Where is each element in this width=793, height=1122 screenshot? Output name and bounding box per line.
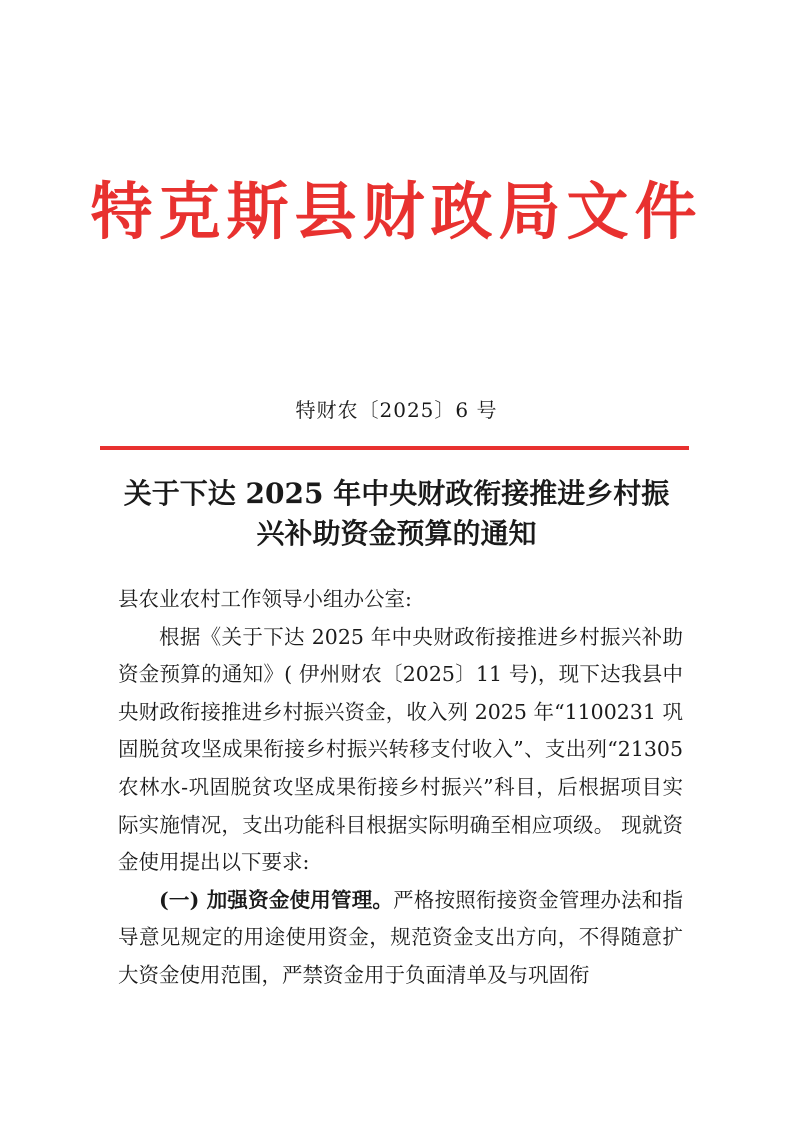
document-body	[118, 581, 683, 995]
item1-heading: (一) 加强资金使用管理。	[159, 887, 394, 912]
item1-text: 严格按照衔接资金管理办法和指导意见规定的用途使用资金，规范资金支出方向，不得随意扩大资金使用范围，严禁资金用于负面清单及与巩固衔	[118, 887, 683, 987]
body-paragraph-2	[118, 882, 683, 995]
salutation: 县农业农村工作领导小组办公室:	[118, 587, 412, 611]
notice-title-line2: 兴补助资金预算的通知	[256, 517, 537, 550]
document-number: 特财农〔2025〕6 号	[295, 398, 498, 422]
red-separator-line	[100, 446, 689, 450]
document-header-title: 特克斯县财政局文件	[90, 175, 703, 248]
notice-title-line1: 关于下达 2025 年中央财政衔接推进乡村振	[123, 477, 670, 510]
notice-title	[95, 474, 698, 554]
body-paragraph-1: 根据《关于下达 2025 年中央财政衔接推进乡村振兴补助资金预算的通知》( 伊州财农〔2025〕11 号)，现下达我县中央财政衔接推进乡村振兴资金，收入列 2025 年“1100231 巩固脱贫攻坚成果衔接乡村振兴转移支付收入”、支出列“21305 农林水-巩固脱贫攻坚成果衔接乡村振兴”科目，后根据项目实际实施情况，支出功能科目根据实际明确至相应项级。 现就资金使用提出以下要求:	[118, 624, 683, 875]
